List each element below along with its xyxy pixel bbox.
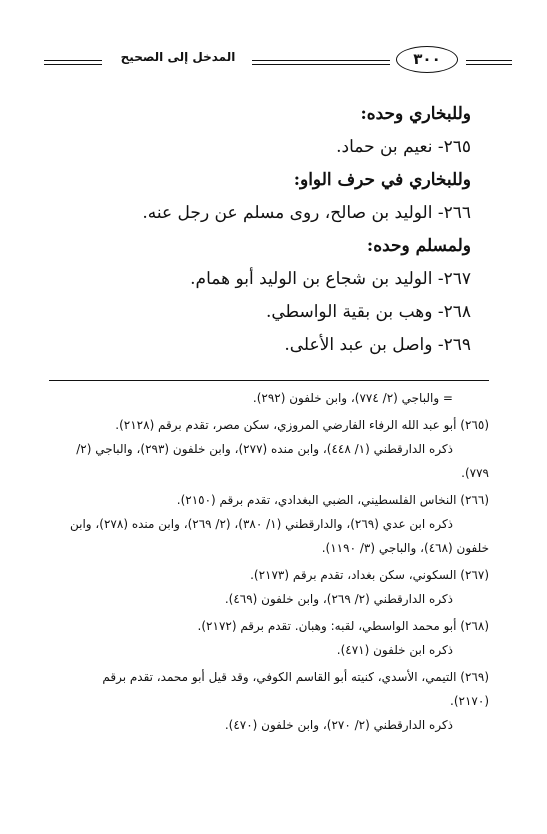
footnote (39, 413, 489, 485)
footnote (39, 386, 489, 410)
footnote (39, 563, 489, 611)
list-entry: ٢٦٨- وهب بن بقية الواسطي. (265, 302, 471, 322)
list-entry: ٢٦٩- واصل بن عبد الأعلى. (284, 335, 471, 355)
header-rule (252, 64, 390, 65)
footnote (39, 614, 489, 662)
list-entry: ٢٦٦- الوليد بن صالح، روى مسلم عن رجل عنه. (142, 203, 471, 223)
footnote-divider (49, 380, 489, 381)
footnote-line: (٢٦٥) أبو عبد الله الرفاء الفارضي المروزي، سكن مصر، تقدم برقم (٢١٢٨). (115, 418, 489, 432)
page-number: ٣٠٠ (396, 46, 458, 73)
page-header (44, 44, 512, 80)
footnote-line: (٢٦٧) السكوني، سكن بغداد، تقدم برقم (٢١٧٣). (250, 568, 489, 582)
header-rule (466, 64, 512, 65)
header-rule (44, 64, 102, 65)
footnotes (39, 386, 489, 740)
footnote-line: ذكره ابن خلفون (٤٧١). (336, 643, 453, 657)
footnote-line: ذكره ابن عدي (٢٦٩)، والدارقطني (١/ ٣٨٠)، (٢/ ٢٦٩)، وابن منده (٢٧٨)، وابن (70, 517, 453, 531)
section-heading: وللبخاري وحده: (360, 104, 471, 124)
footnote (39, 665, 489, 737)
header-rule (466, 60, 512, 61)
footnote-line: خلفون (٤٦٨)، والباجي (٣/ ١١٩٠). (321, 541, 489, 555)
footnote-line: (٢٦٦) النخاس الفلسطيني، الضبي البغدادي، تقدم برقم (٢١٥٠). (176, 493, 489, 507)
footnote-line: = والباجي (٢/ ٧٧٤)، وابن خلفون (٢٩٢). (252, 391, 453, 405)
header-rule (44, 60, 102, 61)
footnote-line: ذكره الدارقطني (٢/ ٢٦٩)، وابن خلفون (٤٦٩). (224, 592, 453, 606)
footnote-line: (٢٦٨) أبو محمد الواسطي، لقبه: وهبان. تقدم برقم (٢١٧٢). (197, 619, 489, 633)
footnote-line: (٢٦٩) التيمي، الأسدي، كنيته أبو القاسم الكوفي، وقد قيل أبو محمد، تقدم برقم (102, 670, 489, 684)
list-entry: ٢٦٥- نعيم بن حماد. (336, 137, 471, 157)
section-heading: وللبخاري في حرف الواو: (293, 170, 471, 190)
footnote-line: (٢١٧٠). (450, 694, 489, 708)
footnote-line: ذكره الدارقطني (١/ ٤٤٨)، وابن منده (٢٧٧)، وابن خلفون (٢٩٣)، والباجي (٢/ (76, 442, 453, 456)
footnote (39, 488, 489, 560)
running-title: المدخل إلى الصحيح (120, 50, 236, 64)
list-entry: ٢٦٧- الوليد بن شجاع بن الوليد أبو همام. (190, 269, 471, 289)
section-heading: ولمسلم وحده: (366, 236, 471, 256)
main-text (51, 98, 471, 362)
header-rule (252, 60, 390, 61)
footnote-line: ٧٧٩). (461, 466, 489, 480)
footnote-line: ذكره الدارقطني (٢/ ٢٧٠)، وابن خلفون (٤٧٠). (224, 718, 453, 732)
